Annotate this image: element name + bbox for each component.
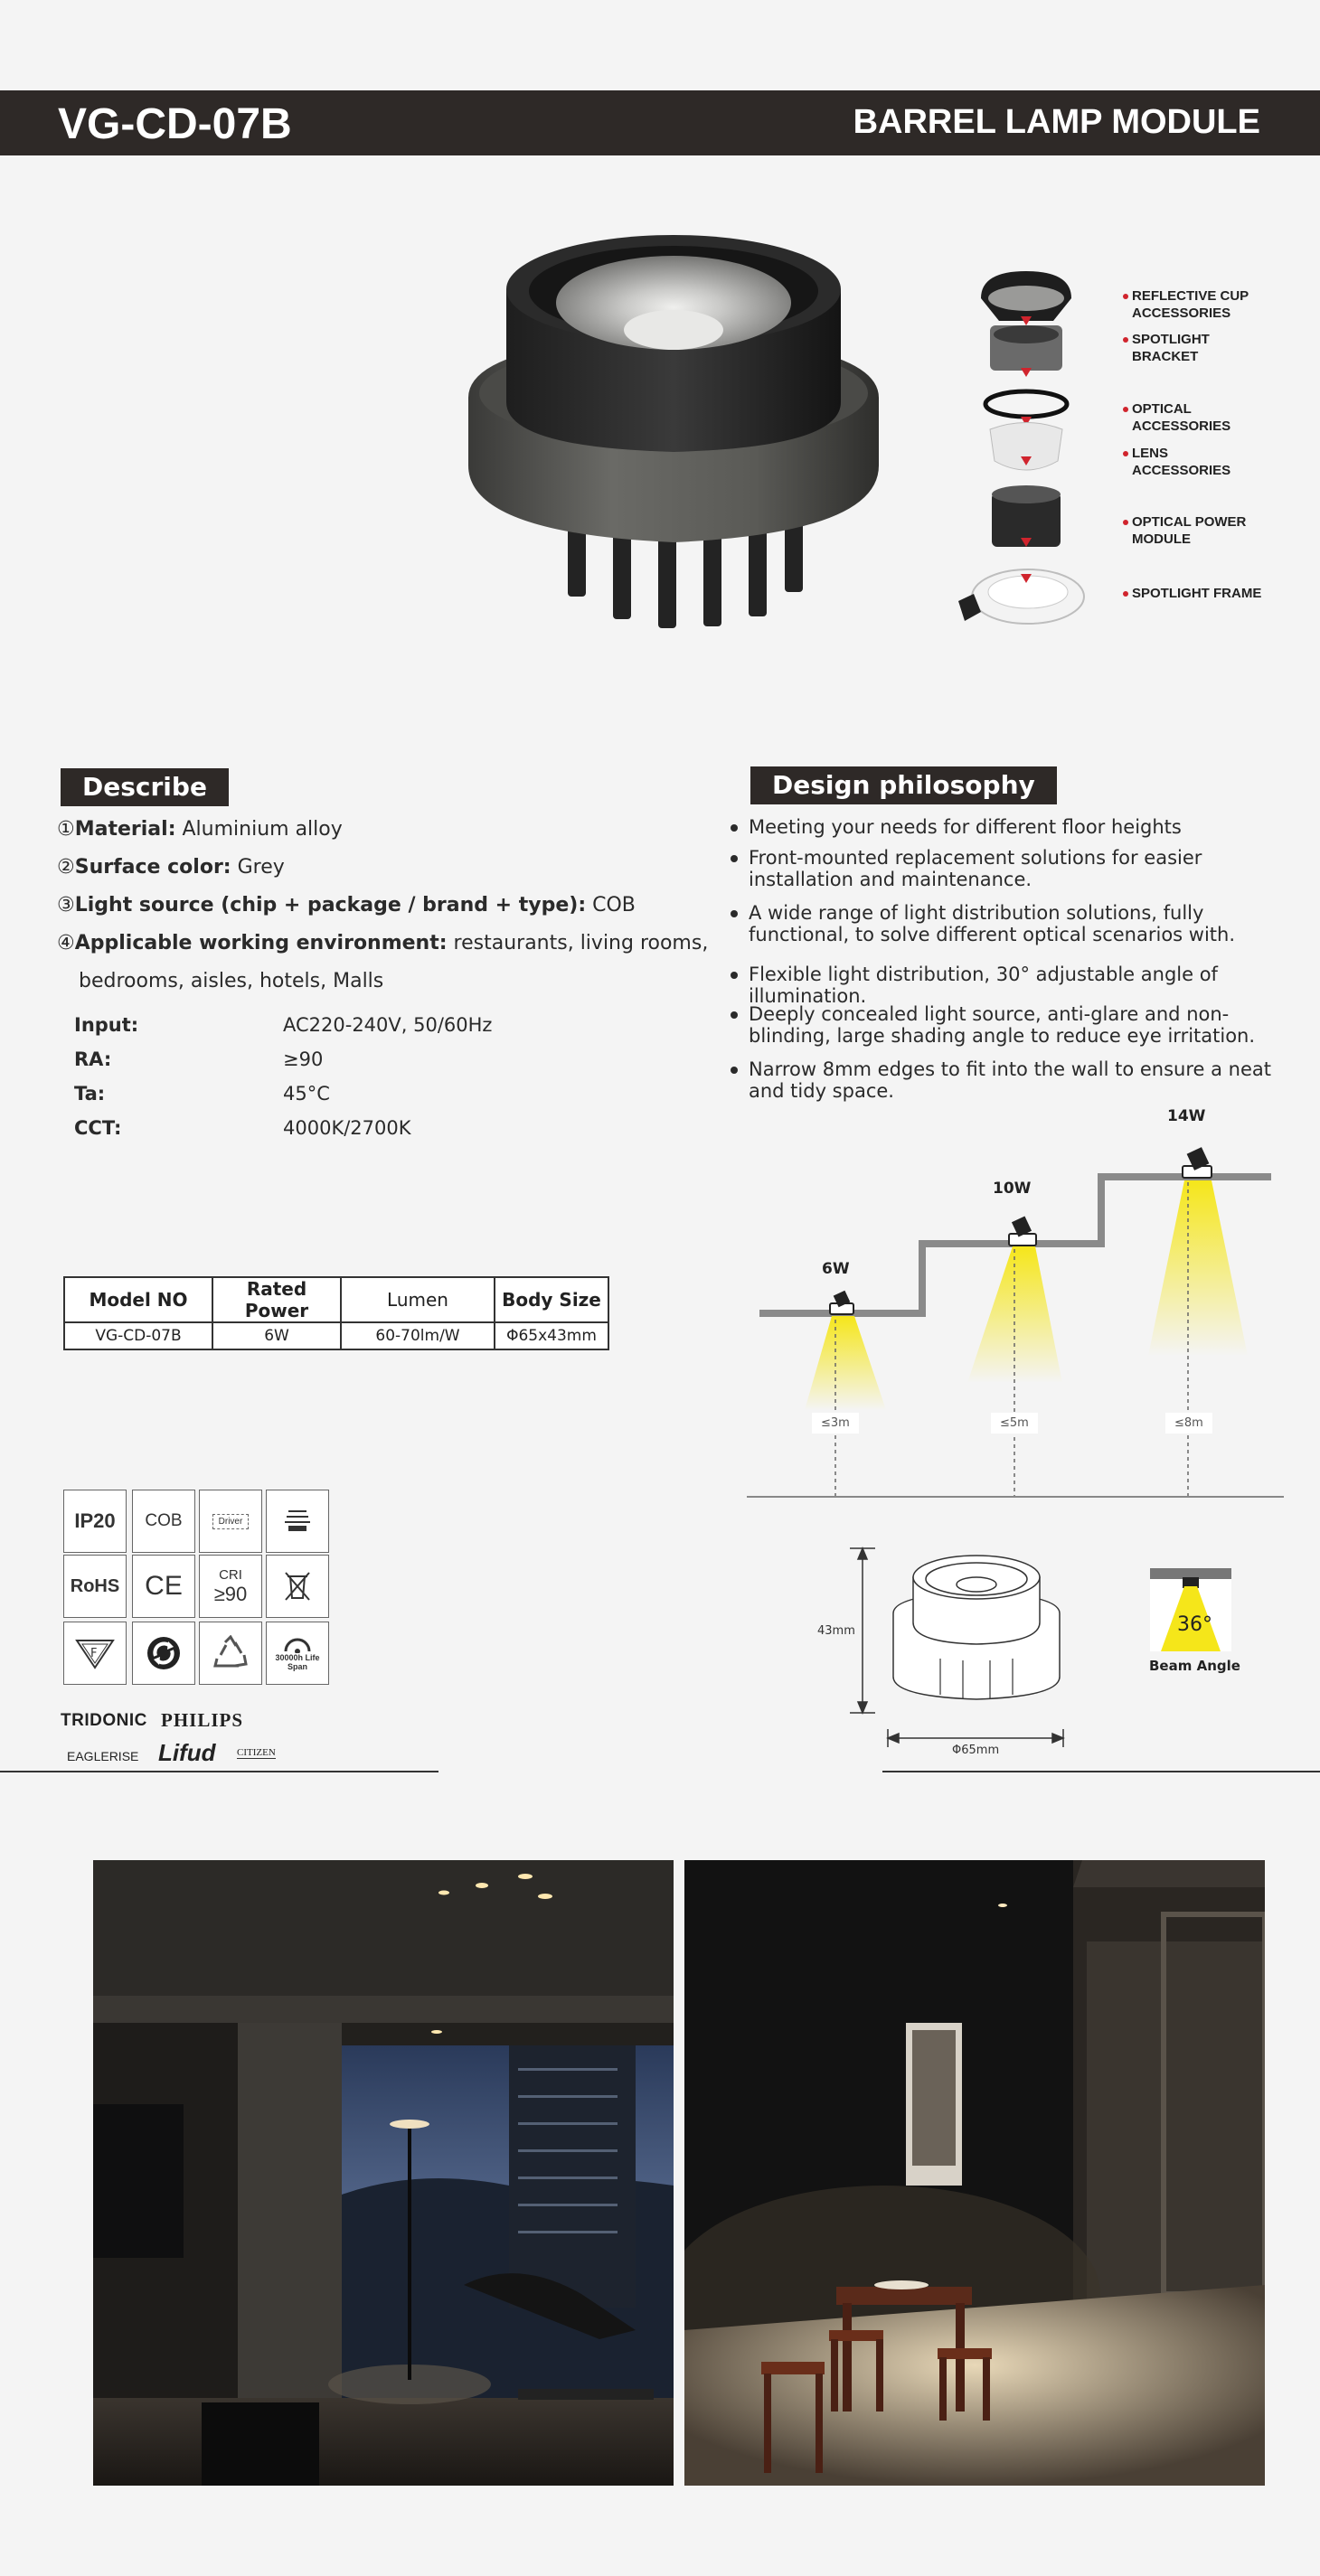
spec-environment-continued: bedrooms, aisles, hotels, Malls xyxy=(79,970,384,992)
product-title: BARREL LAMP MODULE xyxy=(853,103,1260,141)
describe-tag: Describe xyxy=(61,768,229,806)
label-lens-accessories: LENS ACCESSORIES xyxy=(1132,445,1268,479)
brand-eaglerise: EAGLERISE xyxy=(67,1749,139,1763)
table-cell: 6W xyxy=(212,1322,341,1349)
brand-lifud: Lifud xyxy=(158,1739,216,1766)
height-label-5m: ≤5m xyxy=(991,1413,1038,1434)
table-cell: VG-CD-07B xyxy=(64,1322,212,1349)
beam-angle-label: Beam Angle xyxy=(1149,1658,1240,1674)
cri-value: ≥90 xyxy=(213,1582,248,1605)
lifespan-icon xyxy=(266,1622,329,1685)
living-room-photo xyxy=(93,1860,674,2486)
beam-angle-value: 36° xyxy=(1177,1613,1212,1636)
brand-citizen: CITIZEN xyxy=(237,1747,276,1758)
model-number: VG-CD-07B xyxy=(58,100,292,148)
label-reflective-cup: REFLECTIVE CUP ACCESSORIES xyxy=(1132,287,1268,322)
driver-label: Driver xyxy=(212,1514,250,1529)
spec-environment: ④Applicable working environment: restaurants, living rooms, xyxy=(57,932,709,954)
table-header: Lumen xyxy=(341,1277,495,1322)
ip20-icon: IP20 xyxy=(63,1490,127,1553)
ce-icon: CE xyxy=(132,1555,195,1618)
header-bar xyxy=(0,90,1320,155)
param-cct-value: 4000K/2700K xyxy=(283,1117,411,1139)
param-input-label: Input: xyxy=(74,1014,139,1036)
spec-surface-color: ②Surface color: Grey xyxy=(57,856,285,879)
spec-table xyxy=(63,1276,609,1350)
power-label-14w: 14W xyxy=(1167,1107,1206,1125)
label-optical-accessories: OPTICAL ACCESSORIES xyxy=(1132,400,1268,435)
power-label-6w: 6W xyxy=(822,1260,850,1278)
lifespan-label: 30000h Life Span xyxy=(275,1653,320,1671)
label-optical-power-module: OPTICAL POWER MODULE xyxy=(1132,513,1268,548)
table-header-row xyxy=(64,1277,608,1322)
svg-text:F: F xyxy=(90,1647,98,1660)
exploded-view xyxy=(954,267,1098,646)
table-cell: Φ65x43mm xyxy=(495,1322,608,1349)
dimension-drawing xyxy=(805,1541,1094,1767)
beam-6w xyxy=(805,1316,886,1410)
param-ra-value: ≥90 xyxy=(283,1048,324,1070)
param-ra-label: RA: xyxy=(74,1048,112,1070)
height-label-3m: ≤3m xyxy=(812,1413,859,1434)
param-ta-value: 45°C xyxy=(283,1083,330,1105)
param-cct-label: CCT: xyxy=(74,1117,122,1139)
f-mark-icon xyxy=(63,1622,127,1685)
design-philosophy-tag: Design philosophy xyxy=(750,766,1057,804)
design-bullet: Meeting your needs for different floor heights xyxy=(729,816,1289,838)
recycle-icon xyxy=(199,1622,262,1685)
param-input-value: AC220-240V, 50/60Hz xyxy=(283,1014,493,1036)
downlight-icon xyxy=(266,1490,329,1553)
table-cell: 60-70lm/W xyxy=(341,1322,495,1349)
power-label-10w: 10W xyxy=(993,1180,1032,1198)
table-header: Body Size xyxy=(495,1277,608,1322)
design-bullet: Flexible light distribution, 30° adjustable angle of illumination. xyxy=(729,964,1316,1007)
brand-tridonic: TRIDONIC xyxy=(61,1711,147,1730)
design-bullet: Narrow 8mm edges to fit into the wall to ensure a neat and tidy space. xyxy=(729,1058,1289,1102)
beam-14w xyxy=(1148,1180,1248,1356)
table-header: Model NO xyxy=(64,1277,212,1322)
height-label-8m: ≤8m xyxy=(1165,1413,1212,1434)
recycle-arrow-icon xyxy=(132,1622,195,1685)
cri-label: CRI xyxy=(219,1566,242,1583)
weee-bin-icon xyxy=(266,1555,329,1618)
height-dimension: 43mm xyxy=(817,1624,855,1638)
section-divider-right xyxy=(882,1771,1320,1772)
driver-icon xyxy=(199,1490,262,1553)
diameter-dimension: Φ65mm xyxy=(952,1744,1000,1757)
rohs-icon: RoHS xyxy=(63,1555,127,1618)
table-header: Rated Power xyxy=(212,1277,341,1322)
beam-angle-icon xyxy=(1150,1568,1231,1651)
tea-room-photo xyxy=(684,1860,1265,2486)
design-bullet: Front-mounted replacement solutions for easier installation and maintenance. xyxy=(729,847,1289,890)
design-bullet: Deeply concealed light source, anti-glare and non-blinding, large shading angle to reduce eye irritation. xyxy=(729,1003,1289,1047)
spec-material: ①Material: Aluminium alloy xyxy=(57,818,343,841)
product-image xyxy=(461,235,886,651)
label-spotlight-frame: SPOTLIGHT FRAME xyxy=(1132,585,1268,602)
brand-philips: PHILIPS xyxy=(161,1709,244,1731)
cri-icon xyxy=(199,1555,262,1618)
beam-height-diagram xyxy=(741,1103,1302,1509)
spec-light-source: ③Light source (chip + package / brand + type): COB xyxy=(57,894,636,917)
table-row xyxy=(64,1322,608,1349)
cob-icon: COB xyxy=(132,1490,195,1553)
param-ta-label: Ta: xyxy=(74,1083,106,1105)
label-spotlight-bracket: SPOTLIGHT BRACKET xyxy=(1132,331,1268,365)
design-bullet: A wide range of light distribution solutions, fully functional, to solve different optical scenarios with. xyxy=(729,902,1289,945)
section-divider-left xyxy=(0,1771,438,1772)
